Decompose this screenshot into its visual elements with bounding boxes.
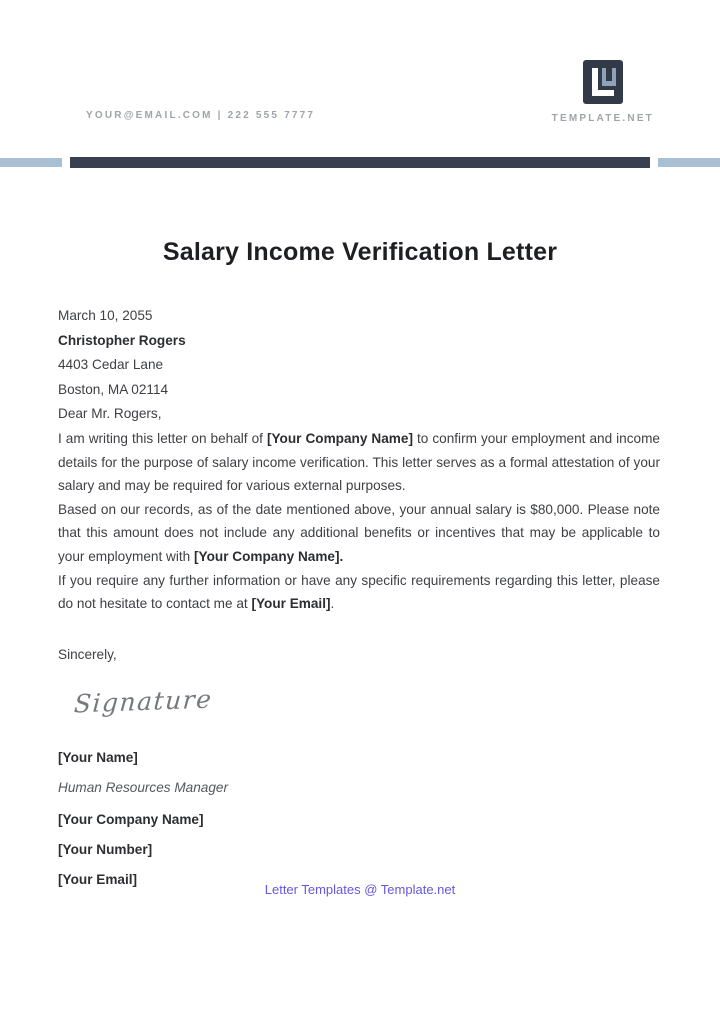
brand-block: [552, 60, 654, 124]
footer-template-link[interactable]: Letter Templates @ Template.net: [264, 882, 456, 897]
letter-date: March 10, 2055: [58, 308, 153, 323]
letter-body: [0, 267, 720, 891]
letter-title: Salary Income Verification Letter: [162, 238, 558, 266]
header-divider: [0, 157, 720, 168]
signer-role: Human Resources Manager: [58, 779, 229, 795]
letterhead: [0, 0, 720, 124]
templatenet-label: TEMPLATE.NET: [551, 113, 654, 124]
signature-script: Signature: [73, 684, 214, 719]
divider-accent-right: [658, 158, 720, 167]
salutation: Dear Mr. Rogers,: [58, 406, 162, 422]
recipient-name: Christopher Rogers: [58, 332, 186, 348]
signer-company: [Your Company Name]: [58, 811, 204, 827]
signer-name: [Your Name]: [58, 749, 138, 765]
page-footer: [0, 882, 720, 897]
signer-email: [Your Email]: [58, 871, 138, 887]
recipient-address-line2: Boston, MA 02114: [58, 381, 169, 397]
lu-monogram-logo-icon: [583, 60, 623, 104]
body-paragraph: I am writing this letter on behalf of [Your Company Name] to confirm your employment and income details for the purpose of salary income verification. This letter serves as a formal attestation of your salary and may be required for various external purposes.: [58, 430, 660, 494]
contact-info: YOUR@EMAIL.COM | 222 555 7777: [86, 110, 316, 121]
recipient-address-line1: 4403 Cedar Lane: [58, 357, 164, 373]
divider-bar: [70, 157, 650, 168]
signer-block: [58, 746, 660, 891]
body-paragraph: If you require any further information or have any specific requirements regarding this letter, please do not hesitate to contact me at [Your Email].: [58, 572, 660, 612]
signer-number: [Your Number]: [58, 841, 153, 857]
closing: Sincerely,: [58, 646, 117, 662]
divider-accent-left: [0, 158, 62, 167]
body-paragraph: Based on our records, as of the date mentioned above, your annual salary is $80,000. Please note that this amount does not include any additional benefits or incentives that may be applicable to your employment with [Your Company Name].: [58, 501, 660, 564]
body-paragraphs: [58, 427, 660, 616]
